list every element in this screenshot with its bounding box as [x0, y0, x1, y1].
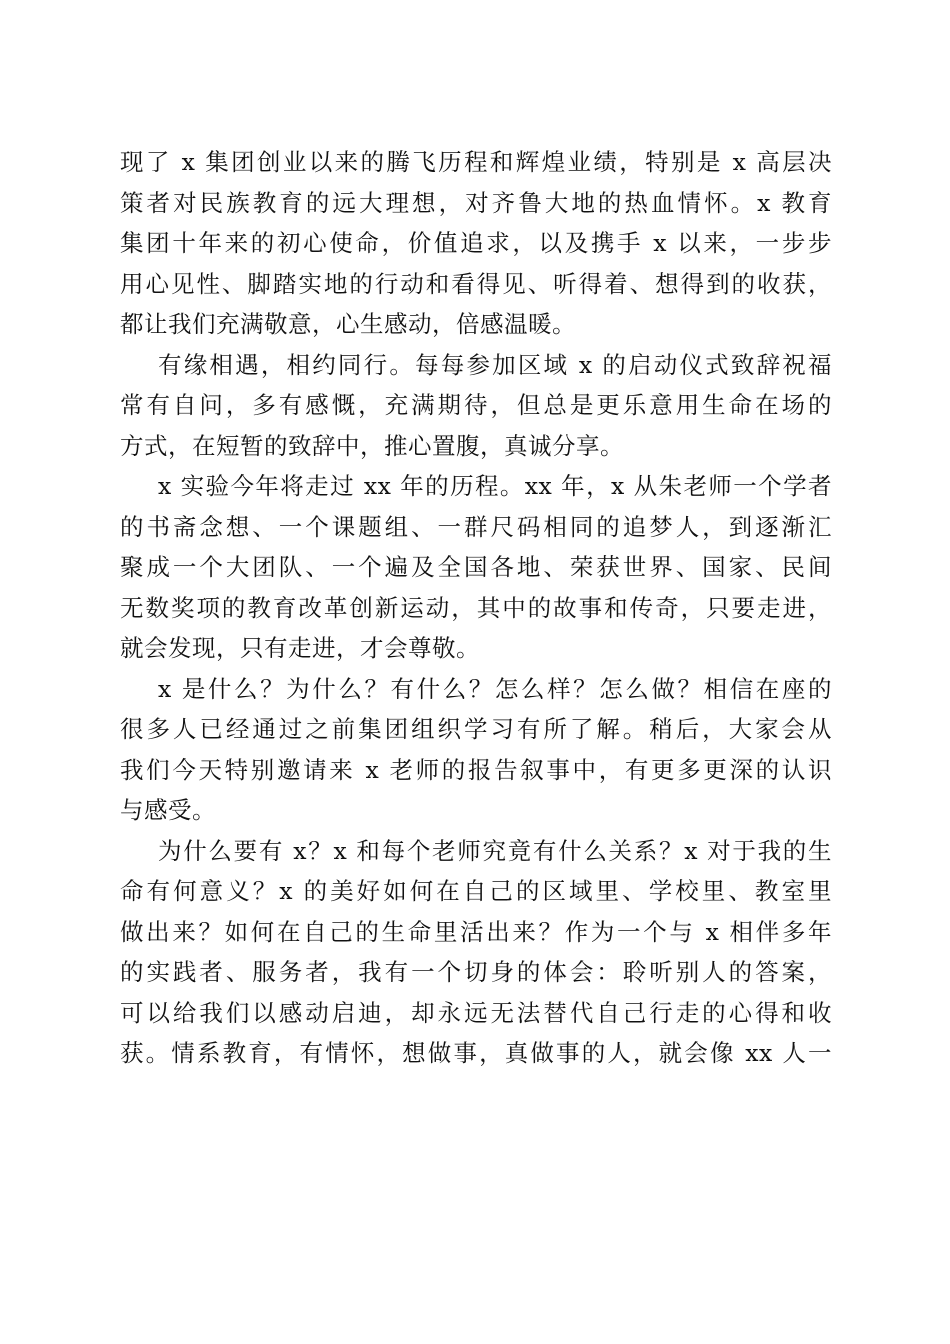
text-line: 我们今天特别邀请来 x 老师的报告叙事中，有更多更深的认识	[120, 755, 832, 784]
text-line: 方式，在短暂的致辞中，推心置腹，真诚分享。	[120, 431, 624, 460]
text-line: 常有自问，多有感慨，充满期待，但总是更乐意用生命在场的	[120, 391, 832, 419]
text-line: 集团十年来的初心使命，价值追求，以及携手 x 以来，一步步	[120, 229, 832, 257]
text-line: 很多人已经通过之前集团组织学习有所了解。稍后，大家会从	[120, 715, 832, 743]
text-line: 都让我们充满敬意，心生感动，倍感温暖。	[120, 310, 576, 338]
paragraph-first-line: x 是什么？为什么？有什么？怎么样？怎么做？相信在座的	[158, 674, 832, 703]
paragraph-first-line: 为什么要有 x？x 和每个老师究竟有什么关系？x 对于我的生	[158, 836, 832, 865]
paragraph-first-line: x 实验今年将走过 xx 年的历程。xx 年，x 从朱老师一个学者	[158, 472, 832, 500]
document-body	[120, 142, 832, 1074]
text-line: 策者对民族教育的远大理想，对齐鲁大地的热血情怀。x 教育	[120, 188, 832, 217]
text-line: 聚成一个大团队、一个遍及全国各地、荣获世界、国家、民间	[120, 553, 832, 581]
text-line: 就会发现，只有走进，才会尊敬。	[120, 634, 480, 662]
text-line: 命有何意义？x 的美好如何在自己的区域里、学校里、教室里	[120, 877, 832, 905]
text-line: 的实践者、服务者，我有一个切身的体会：聆听别人的答案，	[120, 958, 832, 986]
text-line: 现了 x 集团创业以来的腾飞历程和辉煌业绩，特别是 x 高层决	[120, 148, 832, 176]
text-line: 可以给我们以感动启迪，却永远无法替代自己行走的心得和收	[120, 998, 832, 1027]
text-line: 做出来？如何在自己的生命里活出来？作为一个与 x 相伴多年	[120, 917, 832, 946]
text-line: 的书斋念想、一个课题组、一群尺码相同的追梦人，到逐渐汇	[120, 512, 832, 541]
text-line: 用心见性、脚踏实地的行动和看得见、听得着、想得到的收获，	[120, 269, 832, 298]
text-line: 获。情系教育，有情怀，想做事，真做事的人，就会像 xx 人一	[120, 1039, 832, 1067]
text-line: 与感受。	[120, 796, 216, 824]
text-line: 无数奖项的教育改革创新运动，其中的故事和传奇，只要走进，	[120, 593, 832, 622]
paragraph-first-line: 有缘相遇，相约同行。每每参加区域 x 的启动仪式致辞祝福	[158, 350, 832, 379]
